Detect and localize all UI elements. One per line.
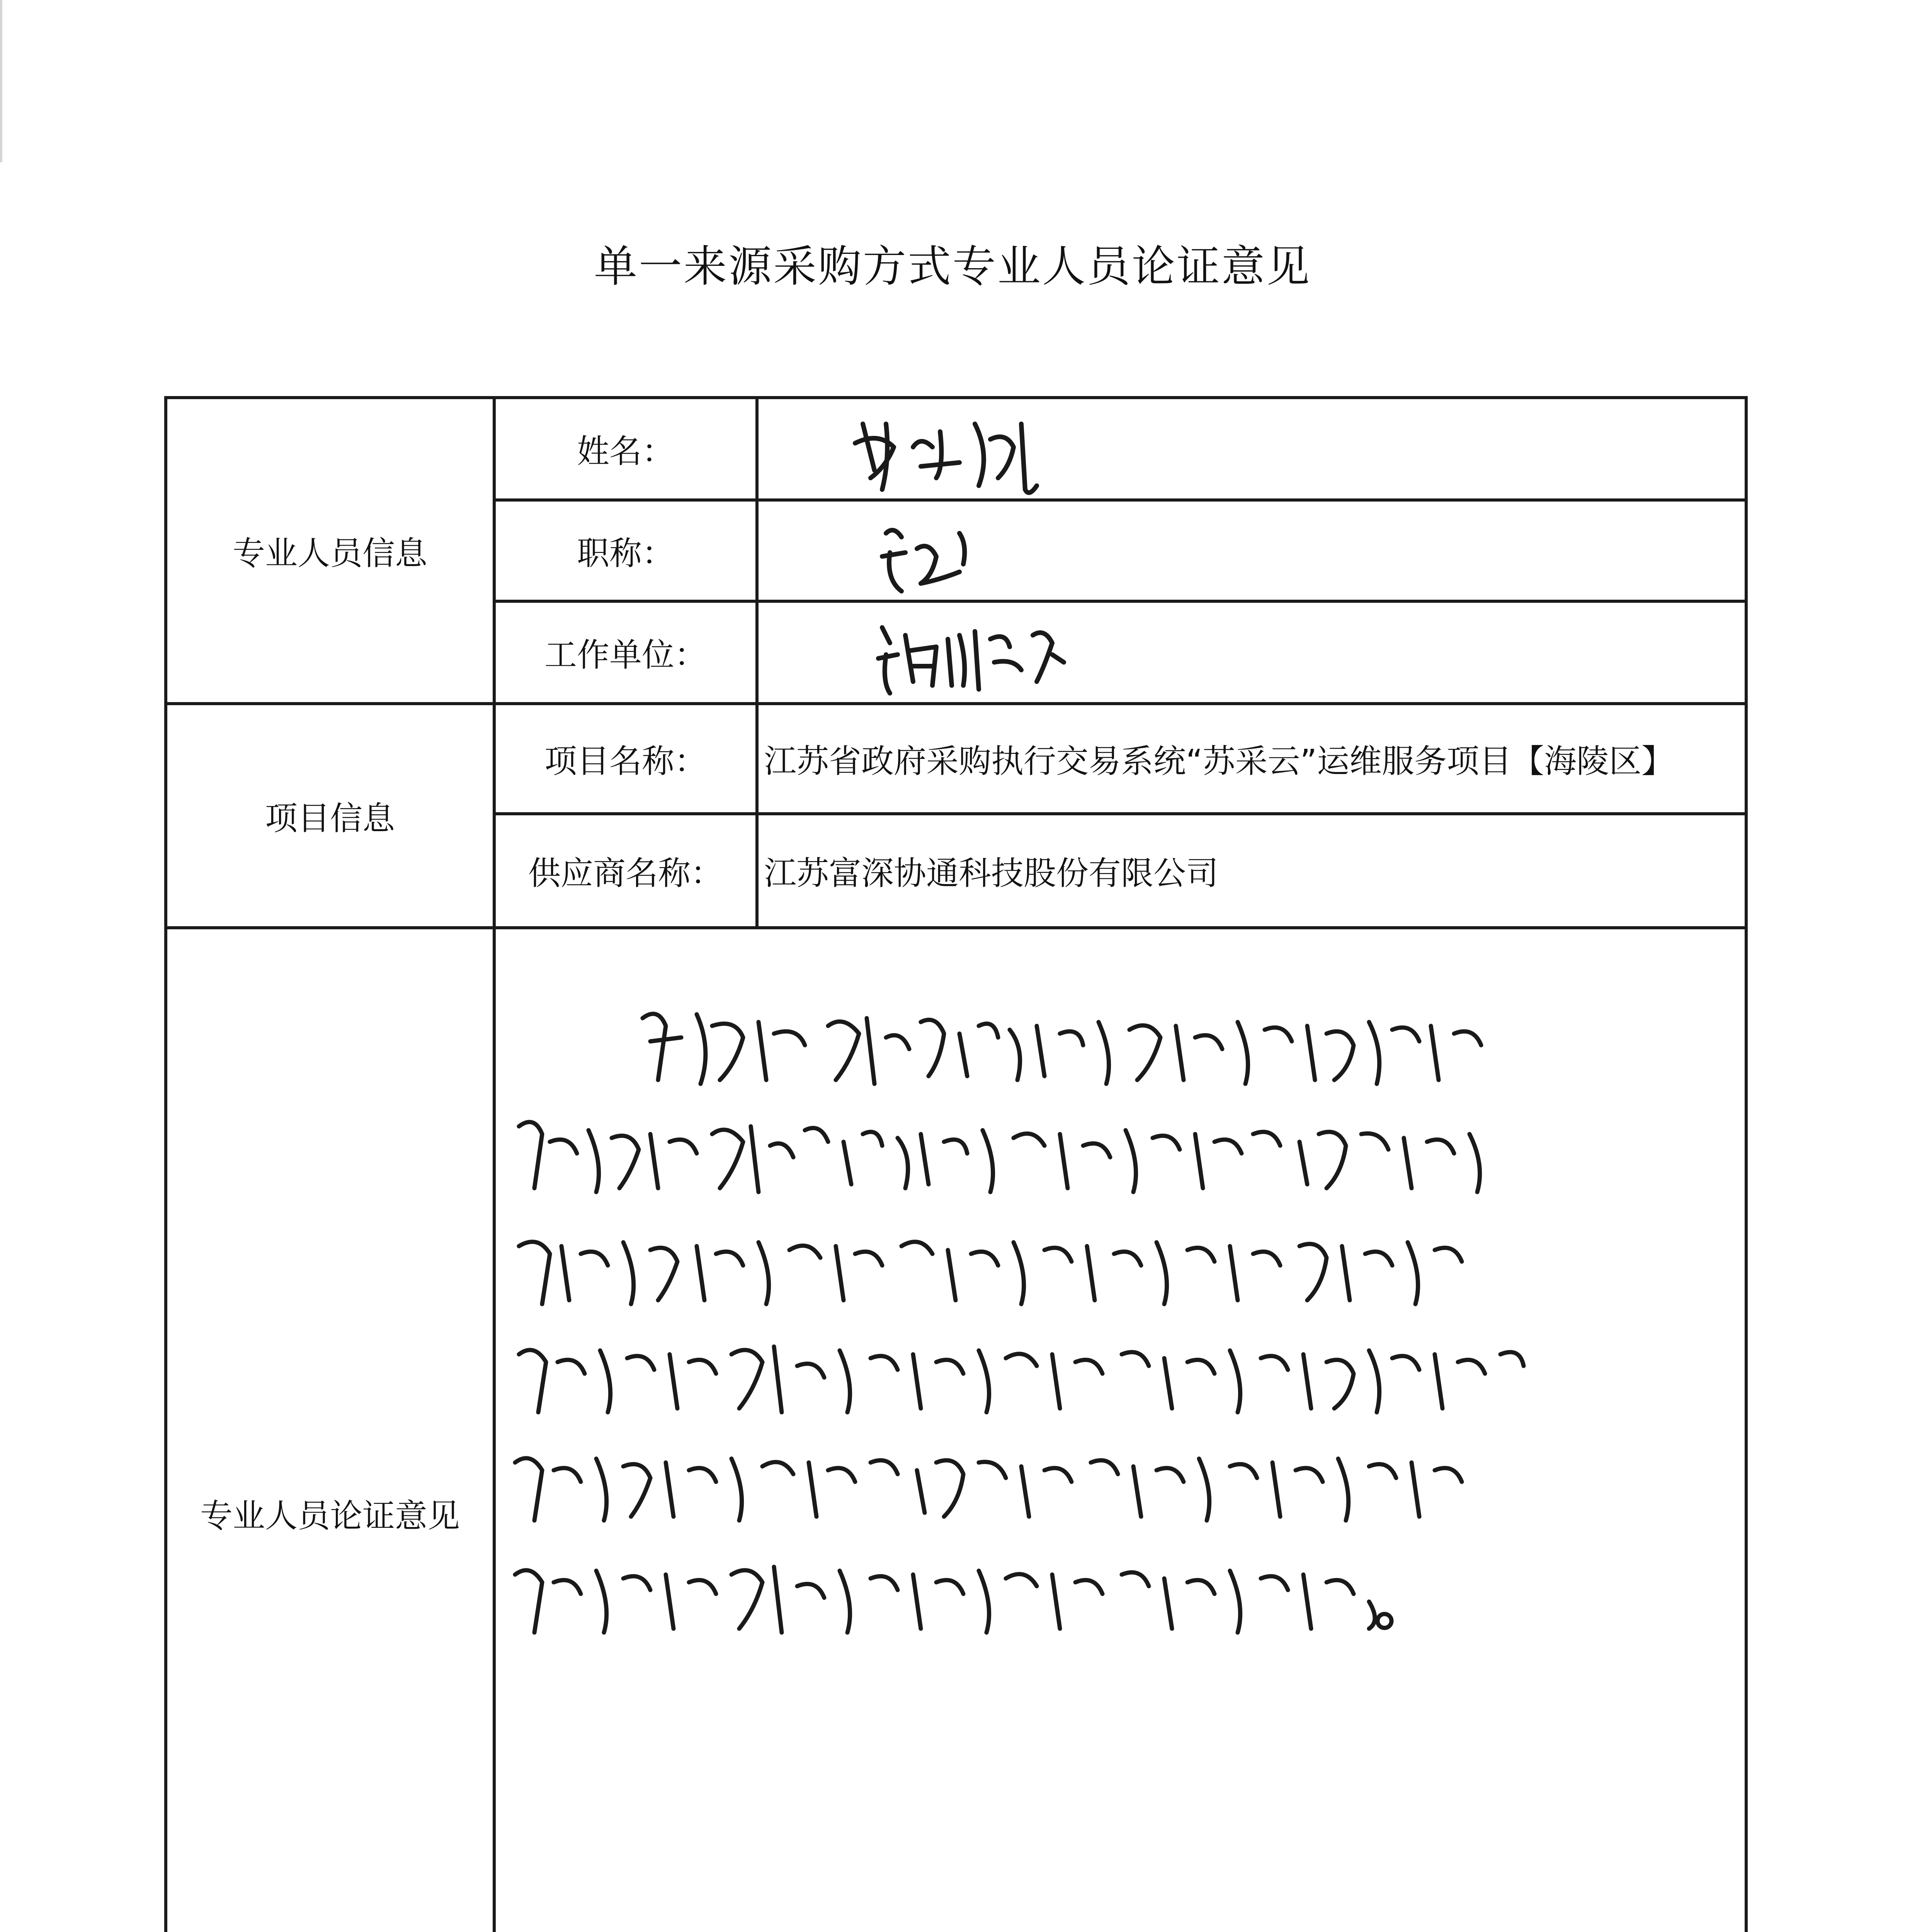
section-label-expert-info: 专业人员信息 xyxy=(166,398,494,704)
opinion-content-cell xyxy=(494,928,1746,1932)
name-value-cell xyxy=(757,398,1746,500)
project-name-value: 江苏省政府采购执行交易系统“苏采云”运维服务项目【海陵区】 xyxy=(757,704,1746,814)
title-label: 职称： xyxy=(494,500,757,601)
handwritten-title xyxy=(759,502,1748,599)
row-project-name xyxy=(166,704,1746,814)
supplier-value: 江苏富深协通科技股份有限公司 xyxy=(757,814,1746,928)
title-value-cell xyxy=(757,500,1746,601)
document-title: 单一来源采购方式专业人员论证意见 xyxy=(594,242,1311,292)
employer-label: 工作单位： xyxy=(494,601,757,704)
row-name xyxy=(166,398,1746,500)
scan-edge xyxy=(0,0,2,162)
handwritten-employer xyxy=(759,604,1748,701)
supplier-label: 供应商名称： xyxy=(494,814,757,928)
argument-form xyxy=(164,396,1748,1932)
row-opinion xyxy=(166,928,1746,1932)
employer-value-cell xyxy=(757,601,1746,704)
handwritten-opinion xyxy=(496,929,1748,1932)
project-name-label: 项目名称： xyxy=(494,704,757,814)
handwritten-name xyxy=(759,401,1748,497)
name-label: 姓名： xyxy=(494,398,757,500)
section-label-opinion: 专业人员论证意见 xyxy=(166,928,494,1932)
section-label-project-info: 项目信息 xyxy=(166,704,494,928)
